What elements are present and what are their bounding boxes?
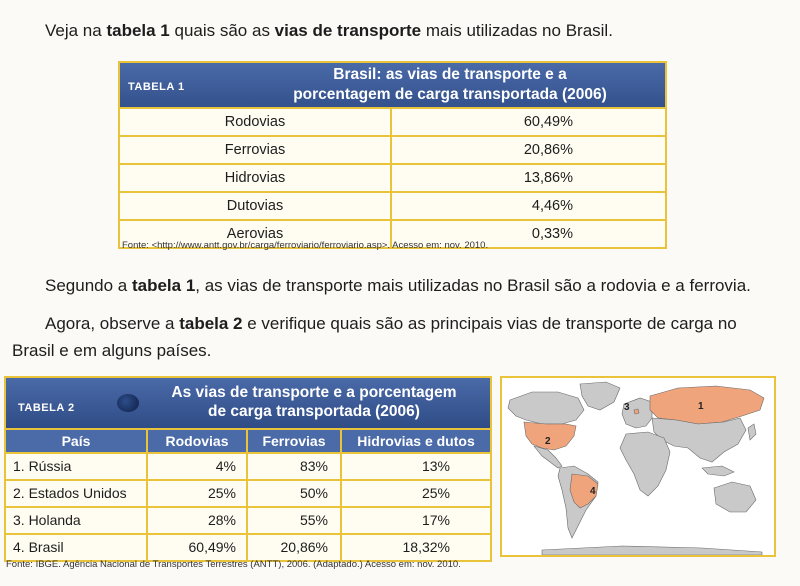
japan-shape — [748, 424, 756, 440]
table-2-title: As vias de transporte e a porcentagem de carga transportada (2006) — [171, 384, 457, 420]
greenland-shape — [580, 382, 620, 410]
paragraph-3: Agora, observe a tabela 2 e verifique quais são as principais vias de transporte de carga no — [45, 314, 737, 333]
map-label-4: 4 — [590, 486, 596, 497]
table-row — [6, 533, 490, 560]
africa-shape — [620, 432, 670, 496]
table-row — [6, 506, 490, 533]
antarctica-shape — [542, 546, 762, 555]
canada-shape — [508, 392, 584, 424]
cell-pais: 1. Rússia — [6, 454, 148, 479]
table-1 — [118, 61, 667, 249]
cell-ferrovias: 50% — [248, 481, 342, 506]
table-1-source: Fonte: <http://www.antt.gov.br/carga/ferroviario/ferroviario.asp>. Acesso em: nov. 2010. — [122, 240, 489, 251]
world-map-graphic — [502, 378, 774, 555]
table-cell-percent: 60,49% — [523, 114, 573, 130]
table-row — [120, 135, 665, 163]
australia-shape — [714, 482, 756, 512]
table-1-header — [120, 63, 665, 107]
table-2-source: Fonte: IBGE. Agência Nacional de Transportes Terrestres (ANTT), 2006. (Adaptado.) Acesso em: nov. 2010. — [6, 559, 461, 570]
table-cell-via: Ferrovias — [120, 137, 392, 163]
cell-pais: 4. Brasil — [6, 535, 148, 560]
cell-ferrovias: 20,86% — [248, 535, 342, 560]
cell-pais: 3. Holanda — [6, 508, 148, 533]
paragraph-2: Segundo a tabela 1, as vias de transporte mais utilizadas no Brasil são a rodovia e a ferrovia. — [45, 276, 751, 295]
netherlands-shape — [634, 409, 639, 414]
cell-hidrovias: 18,32% — [402, 539, 450, 555]
globe-icon — [117, 394, 139, 412]
cell-hidrovias: 25% — [421, 485, 450, 501]
cell-hidrovias: 17% — [421, 512, 450, 528]
table-cell-percent: 0,33% — [531, 226, 573, 242]
table-1-tag: TABELA 1 — [128, 81, 185, 93]
table-2-header — [6, 378, 490, 428]
cell-ferrovias: 55% — [248, 508, 342, 533]
map-label-2: 2 — [545, 436, 551, 447]
cell-pais: 2. Estados Unidos — [6, 481, 148, 506]
intro-paragraph: Veja na tabela 1 quais são as vias de transporte mais utilizadas no Brasil. — [45, 21, 613, 40]
cell-rodovias: 60,49% — [148, 535, 248, 560]
map-label-3: 3 — [624, 402, 630, 413]
table-row — [120, 191, 665, 219]
table-cell-percent: 13,86% — [523, 170, 573, 186]
column-header-hidrovias: Hidrovias e dutos — [357, 433, 475, 449]
column-header-ferrovias: Ferrovias — [248, 430, 342, 452]
table-cell-percent: 4,46% — [531, 198, 573, 214]
table-cell-via: Aerovias — [120, 221, 392, 247]
paragraph-3-line-2: Brasil e em alguns países. — [12, 341, 212, 360]
cell-rodovias: 25% — [148, 481, 248, 506]
column-header-pais: País — [6, 430, 148, 452]
table-cell-via: Rodovias — [120, 109, 392, 135]
table-1-title: Brasil: as vias de transporte e a porcentagem de carga transportada (2006) — [293, 66, 607, 103]
indonesia-shape — [702, 466, 734, 476]
table-row — [6, 452, 490, 479]
column-header-rodovias: Rodovias — [148, 430, 248, 452]
cell-rodovias: 4% — [148, 454, 248, 479]
world-map — [500, 376, 776, 557]
table-row — [120, 163, 665, 191]
cell-hidrovias: 13% — [421, 458, 450, 474]
table-2 — [4, 376, 492, 562]
russia-shape — [650, 386, 764, 424]
cell-rodovias: 28% — [148, 508, 248, 533]
table-cell-via: Dutovias — [120, 193, 392, 219]
cell-ferrovias: 83% — [248, 454, 342, 479]
table-cell-via: Hidrovias — [120, 165, 392, 191]
table-row — [120, 107, 665, 135]
map-label-1: 1 — [698, 401, 704, 412]
table-row — [6, 479, 490, 506]
table-cell-percent: 20,86% — [523, 142, 573, 158]
table-2-tag: TABELA 2 — [18, 402, 75, 414]
table-2-column-headers — [6, 428, 490, 452]
